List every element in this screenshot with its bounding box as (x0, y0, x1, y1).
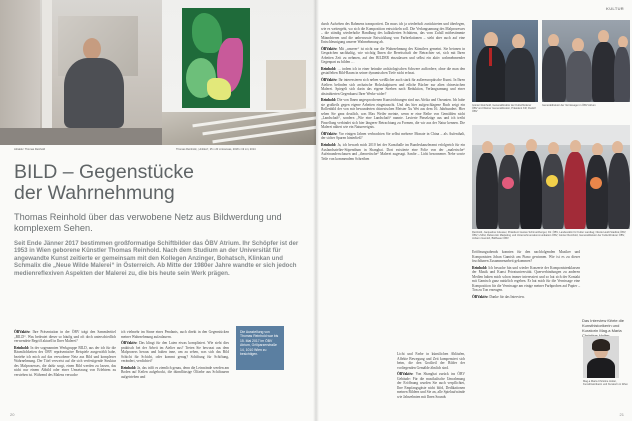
article-headline (14, 162, 309, 204)
photo-caption-2: Generaldirektor der Vernissage im ÖBV Atrium (542, 104, 596, 107)
article-lead: Seit Ende Jänner 2017 bestimmen großformatige Schiftbilder das ÖBV Atrium. Ihr Schöpfer ist der 1953 in Wien geborene Künstler Thomas Reinhold. Nach dem Studium an der Universität für angewandte Kunst zeitierte er gemeinsam mit den Kollegen Anzinger, Bohatsch, Klinkan und Schmalix die „Neue Wilde Malerei“ in Österreich. Ab Mitte der 1980er Jahre wandte er sich jedoch medienreflexiven Aspekten der Malerei zu, die bis heute sein Werk prägen. (14, 240, 299, 277)
photo-caption: Attraktiv: Thomas Reinhold (14, 148, 46, 151)
page-gutter (313, 0, 319, 421)
paragraph: Reinhold: In der sogenannten Werkgruppe BILD, aus der ich für die Räumlichkeiten des ÖBV repräsentative Beispiele ausgewählt habe, beziehe ich mich auf das verwobene Netz aus Bild und komplexer Wahrnehmung. Der Titel verweist auf die sich verfestigende Struktur des Malprozesses, die dafür sorgt, einen Bild werden zu lassen, das nicht nur einem Abbild oder einer Umsetzung von Erlebtem zu verstehen ist. Während des Malens versuche (14, 345, 116, 377)
headline-line-2: der Wahrnehmung (14, 182, 175, 204)
artist-photo (0, 0, 162, 145)
article-column-1 (14, 330, 116, 379)
article-column-1 (321, 22, 465, 163)
paragraph: ÖBVaktiv: Ihr interessieren sich neben weißlicher auch stark für außereuropäische Kunst. In Ihren Ateliers befinden sich archaische Holzskulpturen und etliche Bücher zur alten chinesischen Malerei. Spiegelt sich darin das eigene Streben nach Reduktion, Verlangsamung und einer abstrahierten Gegenkunst Ihrer Werke wider? (321, 78, 465, 96)
paragraph: Reinhold: … indem ich in einer beinahe archäologischen Schwere auffordere, ohne die man den gestaffelten Bild-Raum in seiner dynamischen Tiefe nicht erfasst. (321, 66, 465, 76)
paragraph: ÖBVaktiv: Vor einigen Jahren verbrachten Sie selbst mehrere Monate in China – als Aufenthalt, der sicher Spuren hinterließ? (321, 131, 465, 141)
paragraph: Eröffnungsabends konnten für den nachfolgenden Musiker und Komponisten Johan Gamish am Piano gewinnen. Wie ist es zu dieser fruchtbaren Zusammenarbeit gekommen? (472, 250, 580, 263)
page-number: 20 (10, 412, 15, 417)
paragraph: ich vielmehr im Sinne eines Pendants, auch direkt in den Gegenstücken meiner Wahrnehmung aufzulauern. (121, 330, 229, 339)
interviewer-portrait (583, 336, 619, 378)
headline-line-1: BILD – Gegenstücke (14, 161, 194, 183)
paragraph: Reinhold: Ja, ich bewarb mich 2010 bei der Kunsthalle im Bundeskanzleramt erfolgreich für ein Auslandsatelier-Stipendium in Shanghai. Dort existierte eine Folie von der „malerische“ Aufeinanderschauen und „theoretische“ Malerei zugesagt. Sanfte – Licht besonnener. Nebe sowie Teile von kommendem Schreiben (321, 143, 465, 161)
exhibition-info-box: Die Ausstellung von Thomas Reinhold war bis 15. Mai 2017 im ÖBV Atrium, Grillparzerstraße 14, 1010 Wien zu besichtigen. (236, 326, 284, 370)
page-number: 21 (619, 412, 624, 417)
photo-caption-1: Günter Reinhold, Generaldirektor der Kulturförderer ÖBV und Weiner Generaldirektor, Präsident KR; Rudolf ÖBV (472, 104, 536, 113)
event-photo-2 (542, 20, 630, 102)
paragraph: durch Aufsehen des Rahmens transportiert. Da muss ich ja wiederholt zurücktreten und überlegen, wie es weitergeht, wo sich die Komposition entwickeln soll. Die Verlangsamung des Malprozesses – die ständig wiederholte Handlung des kalkulierten Schüttens, das vom Zufall mitbestimmte Mäandrieren und die unbewusste Entwicklung von Farbrelationen – steht aber auch auf eine Entschleunigung unserer Wahrnehmung ab. (321, 22, 465, 44)
portrait-caption: Mag.a Maria Christine Holter, Kunsthistorikerin und Kuratorin in Wien (583, 380, 628, 386)
event-photo-1 (472, 20, 538, 102)
paragraph: ÖBVaktiv: Das klingt für den Laien etwas kompliziert. Wie sieht dies praktisch bei der Arbeit im Atelier aus? Treten Sie bewusst aus dem Malprozess heraus und halten inne, um zu sehen, was sich das Bild Schicht für Schicht, oder kommt genug? Schiftung für Schiftung, verändert, verdichtet? (121, 341, 229, 364)
painting-photo (162, 0, 316, 145)
paragraph: Licht und Farbe in künstlichen Abläufen, Affekte Bewegung und Zeit kompensiert sich beim, die den Großteil der Bilder der vorliegenden Gemälde ähnlich sind. (397, 352, 465, 370)
article-subhead: Thomas Reinhold über das verwobene Netz aus Bildwerdung und komplexem Sehen. (14, 212, 282, 233)
paragraph: ÖBVaktiv: Danke für das Interview. (472, 294, 525, 299)
photo-caption-3: Reinhold, Jacqueline Griesser, Präsident Gustav Schimetzberger, Dir. ÖBV, Landesrätin für Kultur Landtag; Nicole Heidt Stadtrat ÖBV, ÖBV, LSDH, Referentin Marketing und Unternehmenskommunikation ÖBV, Günter Reinhold, Generaldirektor der Kulturförderer ÖBV, Johann Gamish, Bildhauer ÖBV (472, 231, 627, 240)
paragraph: Reinhold: Die von Ihnen angesprochenen Kunstrichtungen sind aus Afrika und Ozeanien. Ich habe sie großteils gegen eigene Arbeiten eingetauscht. Und das hier aufgeschlagene Buch zeigt ein Rollenbild der von mir bewunderten chinesischen Meister Xu Wei aus dem 16. Jahrhundert. Hier sehen Sie ganz deutlich, was Max Weiler meinte, wenn er eine Reihe von Gemälden nicht „Landschaft“, sondern „Wie eine Landschaft“ nannte. Lavierte Pinselzüge aus und ich treibt Pinselfang verbindet sich hier längerer Betrachtung zu Formen, die wir aus der Natur kennen. Die Malerei nähert wie ein Naturereignis. (321, 98, 465, 130)
painting-caption: Thomas Reinhold, „Untitled“, 25 x 20 cm/canvas, 2018 x 19 cm; 2014 (176, 148, 256, 151)
paragraph: ÖBVaktiv: Mit „unserer“ ist nicht nur die Wahrnehmung des Künstlers gemeint. Sie betonen in Gesprächen nachhaltig, wie wichtig Ihnen die Bereitschaft der Betrachter sei, sich mit Ihren Arbeiten Zeit zu nehmen, auf den BILDER einzulassen und selbst ein aktiv wahrnehmender Gegenpart zu bilden … (321, 46, 465, 65)
paragraph: ÖBVaktiv: Ihre Präsentation in der ÖBV trägt den Sammlertitel „BILD“. Was bedeutet dieser so häufig und oft doch unterschiedlich verwendete Begriff aktuell in Ihrer Malerei? (14, 330, 116, 343)
rubric-label: KULTUR (606, 6, 624, 11)
group-photo (472, 125, 630, 229)
paragraph: Reinhold: Ja, das trifft es ziemlich genau, denn die Leinwände werden am Boden auf Keilen aufgebockt, die dünnflüssige Ölfarbe aus Schiftauern aufgetrieben und (121, 365, 229, 379)
article-column-2 (121, 330, 229, 382)
article-column-3 (472, 250, 580, 302)
interviewer-note: Das Interview führte die Kunsthistorikerin und Kuratorin Mag.a Maria (582, 318, 625, 333)
paragraph: Reinhold: Ich besuche hin und wieder Konzerte der Komponistenklassen der Musik und Kunst Privatuniversität. Querverbindungen zu anderen Medien haben mich schon immer interessiert und so hat sich der Kontakt mit Gamisch ganz natürlich ergeben. Er hat mich für die Vernissage eine Komposition für die Vernissage am einige meiner Farbproben auf Papier – Ton zu Ton erzeugen. (472, 265, 580, 293)
paragraph: ÖBVaktiv: Von Shanghai zurück ins ÖBV Gebäude: Für die musikalische Umrahmung der Eröffnung wurden Sie auch verpflichtet, Ihre Empfangsgäste nicht blöd, Dedikationen meinen Bildern und Sie an, alle Spielaufwände wie Jahrzehnten mit Ihren Sounds (397, 372, 465, 399)
article-column-2 (397, 352, 465, 401)
